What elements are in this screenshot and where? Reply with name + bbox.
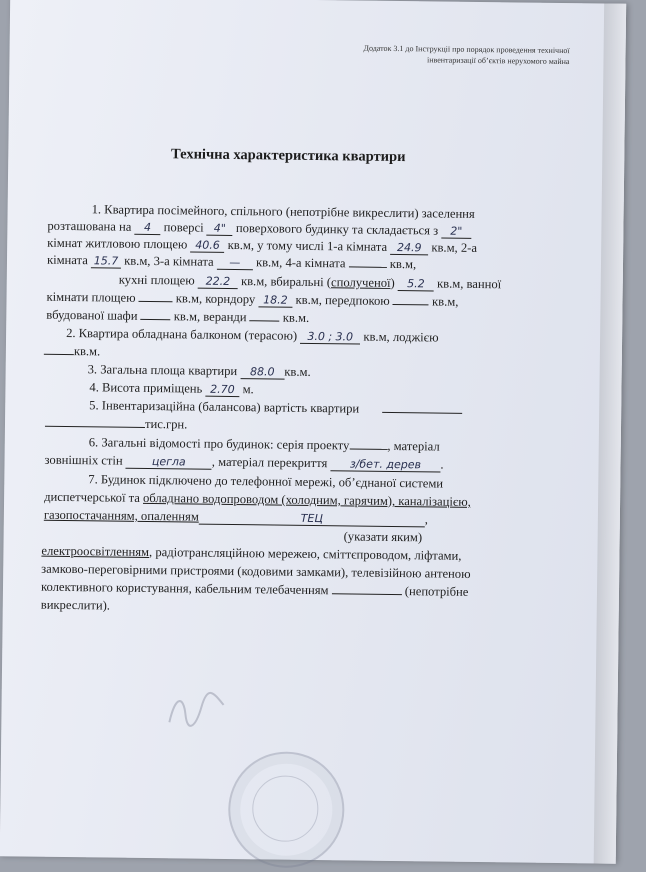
- p7-text-d: (указати яким): [343, 529, 423, 545]
- p2-text-a2: кв.м, лоджією: [363, 329, 439, 345]
- p3-text-b: кв.м.: [284, 364, 311, 379]
- corridor-value: 18.2: [258, 293, 292, 307]
- p7-line-d: [344, 528, 423, 545]
- stamp-inner-ring: [252, 775, 319, 842]
- floor-value: 4: [134, 221, 160, 235]
- closet-blank: [141, 308, 171, 320]
- p1-text-d4: кв.м,: [389, 256, 417, 272]
- p1-text-b2: поверсі: [163, 220, 204, 235]
- appendix-line-2: інвентаризації об’єктів нерухомого майна: [426, 55, 570, 67]
- p2-line-a: [66, 325, 439, 346]
- p1-text-f1: кімнати площею: [46, 289, 136, 305]
- p7-text-c2: ,: [424, 512, 429, 527]
- p5-line-b: [45, 415, 188, 433]
- document-title: Технічна характеристика квартири: [171, 146, 406, 166]
- p7-text-e2: , радіотрансляційною мережею, сміттєпроводом, ліфтами,: [148, 545, 462, 563]
- room4-blank: [349, 255, 387, 267]
- value-blank: [382, 401, 462, 414]
- page-edge: [594, 4, 627, 864]
- p1-text-e1: кухні площею: [118, 272, 195, 288]
- p7-text-e1: електроосвітленням: [41, 543, 150, 560]
- p1-text-g1: вбудованої шафи: [46, 307, 138, 323]
- p1-line-e: [119, 272, 502, 293]
- p7-line-a: [88, 471, 443, 491]
- height-value: 2.70: [205, 383, 239, 397]
- project-series-blank: [349, 437, 387, 449]
- p6-text-a1: 6. Загальні відомості про будинок: серія проекту: [88, 435, 350, 453]
- room1-value: 24.9: [390, 241, 428, 255]
- appendix-note: [309, 42, 569, 67]
- appendix-line-1: Додаток 3.1 до Інструкції про порядок проведення технічної: [363, 43, 570, 56]
- floor-material-value: з/бет. дерев: [330, 457, 440, 472]
- p6-text-b1: зовнішніх стін: [44, 452, 123, 468]
- p7-line-c: [44, 507, 428, 528]
- p1-text-c1: кімнат житловою площею: [47, 235, 188, 252]
- official-stamp: [228, 751, 345, 868]
- cable-tv-blank: [332, 582, 402, 595]
- room2-value: 15.7: [91, 254, 121, 268]
- p6-text-a2: , матеріал: [387, 438, 440, 454]
- value-blank-2: [45, 415, 145, 428]
- p7-text-g2: (непотрібне: [404, 584, 469, 599]
- p3-line: [88, 361, 311, 380]
- walls-value: цегла: [126, 455, 212, 470]
- p1-text-a: 1. Квартира посімейного, спільного (непотрібне викреслити) заселення: [91, 202, 475, 221]
- p6-line-a: [89, 434, 440, 454]
- p1-text-b1: розташована на: [47, 218, 132, 234]
- p2-text-b: кв.м.: [73, 344, 101, 359]
- signature-mark: [161, 684, 232, 735]
- p3-text-a: 3. Загальна площа квартири: [87, 362, 238, 379]
- p2-text-a1: 2. Квартира обладнана балконом (терасою): [66, 325, 298, 343]
- p1-text-d1: кімната: [46, 252, 88, 268]
- p1-text-e4: сполученої: [330, 275, 391, 290]
- p7-text-b2: обладнано водопроводом (холодним, гарячим), каналізацією,: [142, 490, 471, 509]
- p1-line-d: [47, 252, 416, 273]
- p1-text-g2: кв.м, веранди: [173, 309, 247, 325]
- p1-text-e5: ): [390, 275, 395, 290]
- p4-text-a: 4. Висота приміщень: [89, 380, 203, 396]
- p6-line-b: [44, 452, 443, 473]
- bath-area-blank: [139, 290, 173, 302]
- p7-text-h: викреслити).: [40, 597, 111, 613]
- p1-text-c3: кв.м, 2-а: [431, 240, 478, 255]
- p7-line-h: [41, 597, 110, 614]
- bathroom-value: 5.2: [398, 277, 434, 291]
- p7-text-b1: диспетчерської та: [44, 489, 140, 505]
- p1-text-d2: кв.м, 3-а кімната: [124, 253, 214, 269]
- balcony-value: 3.0 ; 3.0: [300, 330, 360, 345]
- p1-text-b3: поверхового будинку та складається з: [235, 221, 439, 238]
- p1-text-e2: кв.м, вбиральні: [240, 274, 324, 290]
- p1-text-g3: кв.м.: [282, 310, 310, 325]
- p1-text-f3: кв.м, передпокою: [295, 292, 390, 308]
- hallway-blank: [393, 293, 429, 305]
- p5-line-a: [89, 397, 462, 418]
- p5-text-b: тис.грн.: [144, 416, 188, 432]
- p1-text-f4: кв.м,: [431, 294, 459, 309]
- p2-line-b: [44, 343, 101, 360]
- rooms-value: 2": [441, 225, 471, 239]
- loggia-blank: [44, 343, 74, 355]
- p5-text-a: 5. Інвентаризаційна (балансова) вартість квартири: [89, 398, 360, 416]
- p1-text-f2: кв.м, корндору: [175, 291, 256, 307]
- p4-line: [89, 379, 253, 397]
- p7-text-c1: газопостачанням, опаленням: [43, 507, 199, 524]
- p1-text-e3: (: [326, 275, 332, 290]
- p7-text-g: колективного користування, кабельним телебаченням: [40, 579, 329, 598]
- p1-text-c2: кв.м, у тому числі 1-а кімната: [227, 237, 388, 254]
- p1-text-d3: кв.м, 4-а кімната: [255, 255, 346, 271]
- p7-text-f: замково-переговірними пристроями (кодовими замками), телевізійною антеною: [41, 561, 471, 581]
- veranda-blank: [250, 309, 280, 321]
- room3-value: —: [217, 256, 253, 270]
- floors-total-value: 4": [207, 222, 233, 236]
- living-area-value: 40.6: [190, 238, 224, 252]
- p7-text-a: 7. Будинок підключено до телефонної мережі, об’єднаної системи: [88, 472, 444, 491]
- p4-text-b: м.: [242, 382, 254, 397]
- heating-value: ТЕЦ: [199, 511, 425, 528]
- kitchen-value: 22.2: [198, 275, 238, 289]
- total-area-value: 88.0: [240, 365, 284, 380]
- p6-text-b2: , матеріал перекриття: [211, 454, 328, 471]
- p6-text-b3: .: [440, 457, 444, 472]
- p1-line-g: [46, 307, 309, 326]
- p1-text-e6: кв.м, ванної: [436, 276, 502, 292]
